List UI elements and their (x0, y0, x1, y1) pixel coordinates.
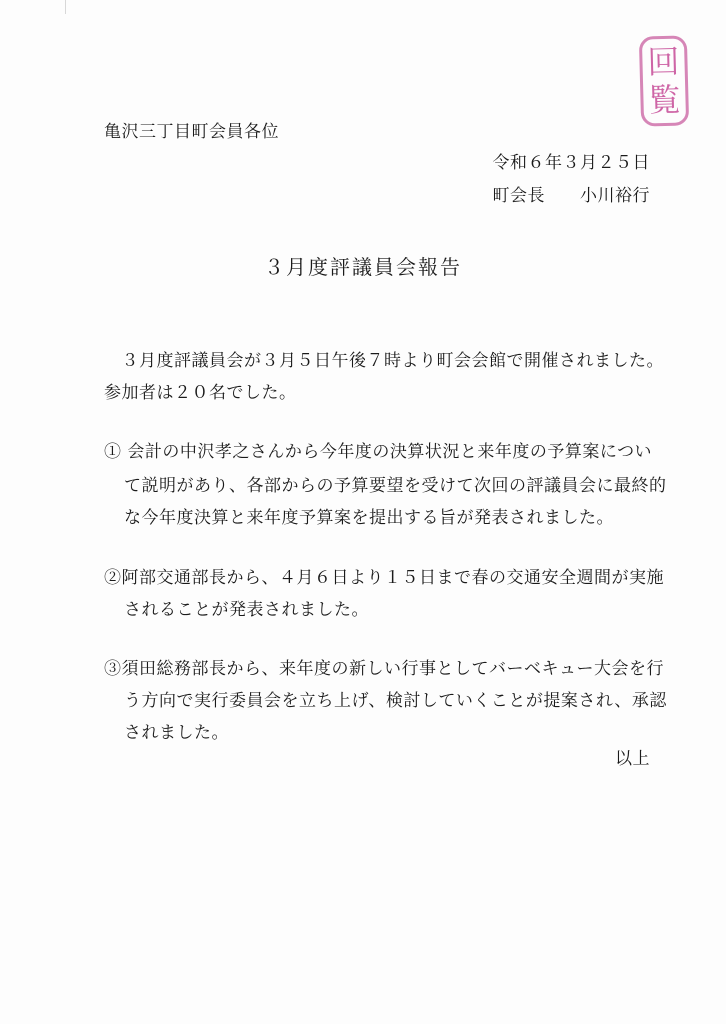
document-date: 令和６年３月２５日 (492, 153, 650, 173)
item-1-line-1: ① 会計の中沢孝之さんから今年度の決算状況と来年度の予算案につい (104, 442, 653, 462)
scan-edge-line (65, 0, 66, 14)
item-1-line-2: て説明があり、各部からの予算要望を受けて次回の評議員会に最終的 (124, 476, 667, 496)
intro-line-1: ３月度評議員会が３月５日午後７時より町会会館で開催されました。 (104, 351, 664, 371)
addressee: 亀沢三丁目町会員各位 (104, 122, 279, 142)
stamp-char-1: 回 (646, 42, 680, 82)
item-3-line-3: されました。 (124, 723, 229, 743)
document-title: ３月度評議員会報告 (264, 255, 462, 279)
kairan-stamp (639, 35, 689, 126)
closing-remark: 以上 (615, 749, 650, 769)
item-3-line-2: う方向で実行委員会を立ち上げ、検討していくことが提案され、承認 (124, 691, 667, 711)
item-2-line-2: されることが発表されました。 (124, 600, 369, 620)
item-1-line-3: な今年度決算と来年度予算案を提出する旨が発表されました。 (124, 508, 614, 528)
item-2-line-1: ②阿部交通部長から、４月６日より１５日まで春の交通安全週間が実施 (104, 568, 664, 588)
intro-line-2: 参加者は２０名でした。 (104, 383, 297, 403)
stamp-char-2: 覧 (647, 80, 681, 120)
sender: 町会長 小川裕行 (492, 186, 650, 206)
item-3-line-1: ③須田総務部長から、来年度の新しい行事としてバーベキュー大会を行 (104, 659, 664, 679)
